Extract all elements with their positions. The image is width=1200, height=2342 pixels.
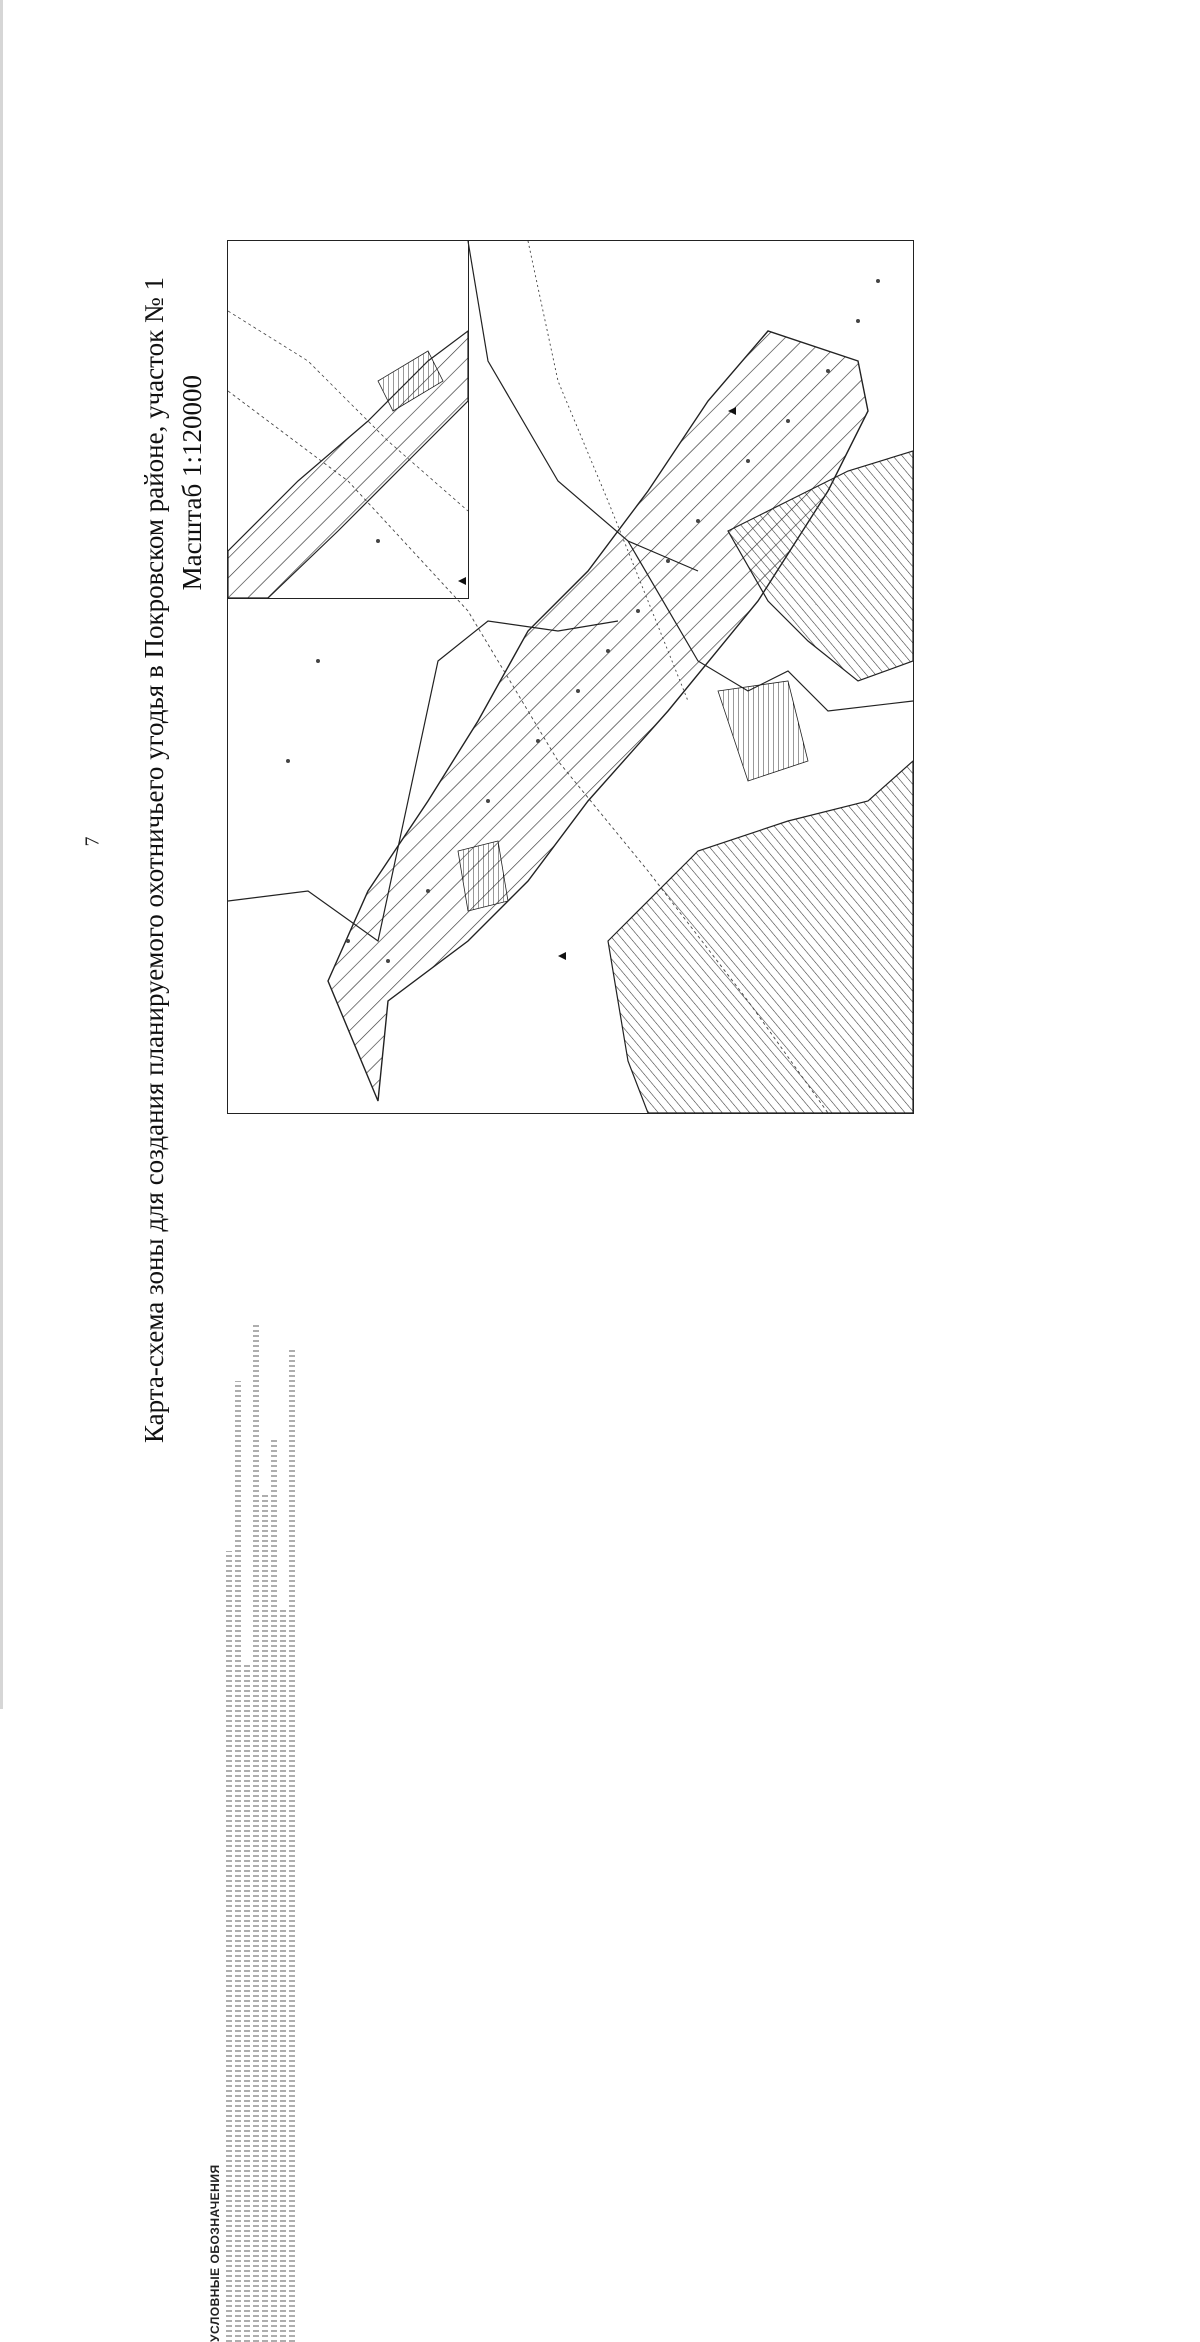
map-scale: Масштаб 1:120000 — [177, 375, 207, 591]
scan-edge — [0, 0, 3, 1709]
inset-map-frame — [227, 240, 469, 599]
map-title: Карта-схема зоны для создания планируемого охотничьего угодья в Покровском районе, участок № 1 — [139, 277, 169, 1443]
nature-reserve-south — [608, 761, 913, 1113]
forest-patch — [718, 681, 808, 781]
legend — [208, 1212, 290, 2342]
legend-title: УСЛОВНЫЕ ОБОЗНАЧЕНИЯ — [208, 2164, 222, 2342]
inset-map — [228, 241, 468, 598]
legend-entries — [226, 1212, 295, 2342]
page-number: 7 — [81, 836, 104, 847]
